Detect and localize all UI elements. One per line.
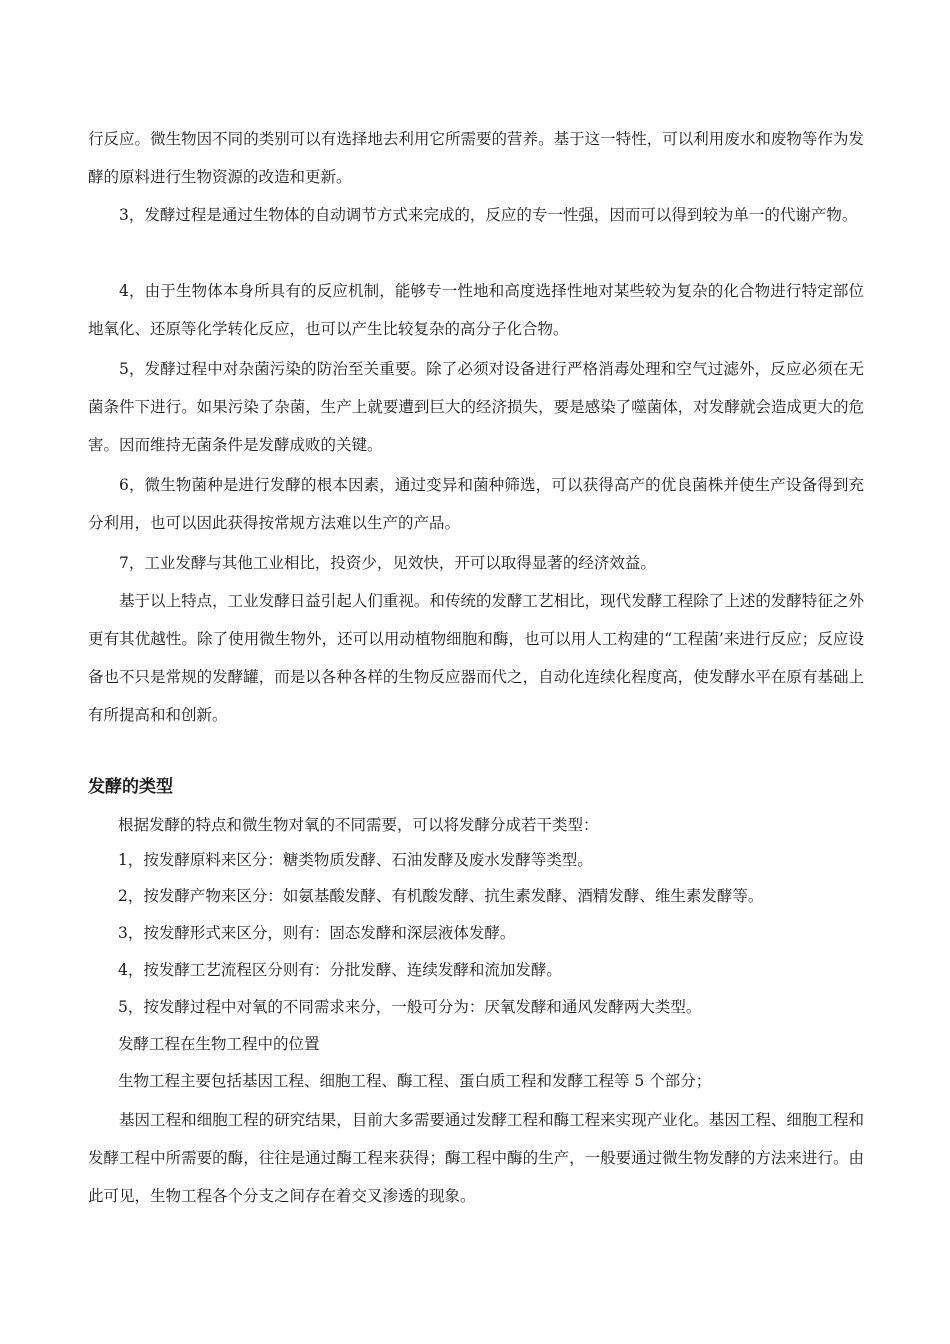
paragraph-item-6: 6，微生物菌种是进行发酵的根本因素，通过变异和菌种筛选，可以获得高产的优良菌株并使生产设备得到充分利用，也可以因此获得按常规方法难以生产的产品。 [88, 476, 864, 532]
type-item-3: 3，按发酵形式来区分，则有：固态发酵和深层液体发酵。 [118, 924, 516, 942]
type-item-1: 1，按发酵原料来区分：糖类物质发酵、石油发酵及废水发酵等类型。 [118, 851, 593, 869]
paragraph-item-4: 4，由于生物体本身所具有的反应机制，能够专一性地和高度选择性地对某些较为复杂的化合物进行特定部位地氧化、还原等化学转化反应，也可以产生比较复杂的高分子化合物。 [88, 282, 864, 338]
paragraph-conclusion: 基因工程和细胞工程的研究结果，目前大多需要通过发酵工程和酶工程来实现产业化。基因工程、细胞工程和发酵工程中所需要的酶，往往是通过酶工程来获得；酶工程中酶的生产，一般要通过微生物发酵的方法来进行。由此可见，生物工程各个分支之间存在着交叉渗透的现象。 [88, 1111, 864, 1205]
paragraph-item-3: 3，发酵过程是通过生物体的自动调节方式来完成的，反应的专一性强，因而可以得到较为单一的代谢产物。 [119, 206, 858, 224]
types-intro-line: 根据发酵的特点和微生物对氧的不同需要，可以将发酵分成若干类型： [118, 816, 599, 834]
paragraph-item-5: 5，发酵过程中对杂菌污染的防治至关重要。除了必须对设备进行严格消毒处理和空气过滤外，反应必须在无菌条件下进行。如果污染了杂菌，生产上就要遭到巨大的经济损失，要是感染了噬菌体，对发酵就会造成更大的危害。因而维持无菌条件是发酵成败的关键。 [88, 360, 864, 454]
subheading-position: 发酵工程在生物工程中的位置 [118, 1035, 320, 1053]
bioengineering-parts-line: 生物工程主要包括基因工程、细胞工程、酶工程、蛋白质工程和发酵工程等 5 个部分； [118, 1072, 712, 1090]
type-item-4: 4，按发酵工艺流程区分则有：分批发酵、连续发酵和流加发酵。 [118, 961, 562, 979]
paragraph-summary: 基于以上特点，工业发酵日益引起人们重视。和传统的发酵工艺相比，现代发酵工程除了上述的发酵特征之外更有其优越性。除了使用微生物外，还可以用动植物细胞和酶，也可以用人工构建的“工程菌’来进行反应；反应设备也不只是常规的发酵罐，而是以各种各样的生物反应器而代之，自动化连续化程度高，使发酵水平在原有基础上有所提高和和创新。 [88, 592, 864, 724]
type-item-2: 2，按发酵产物来区分：如氨基酸发酵、有机酸发酵、抗生素发酵、酒精发酵、维生素发酵等。 [118, 887, 764, 905]
type-item-5: 5，按发酵过程中对氧的不同需求来分，一般可分为：厌氧发酵和通风发酵两大类型。 [118, 998, 702, 1016]
section-heading-fermentation-types: 发酵的类型 [88, 777, 173, 797]
paragraph-item-7: 7，工业发酵与其他工业相比，投资少，见效快，开可以取得显著的经济效益。 [119, 554, 656, 572]
paragraph-continuation: 行反应。微生物因不同的类别可以有选择地去利用它所需要的营养。基于这一特性，可以利用废水和废物等作为发酵的原料进行生物资源的改造和更新。 [88, 130, 864, 186]
